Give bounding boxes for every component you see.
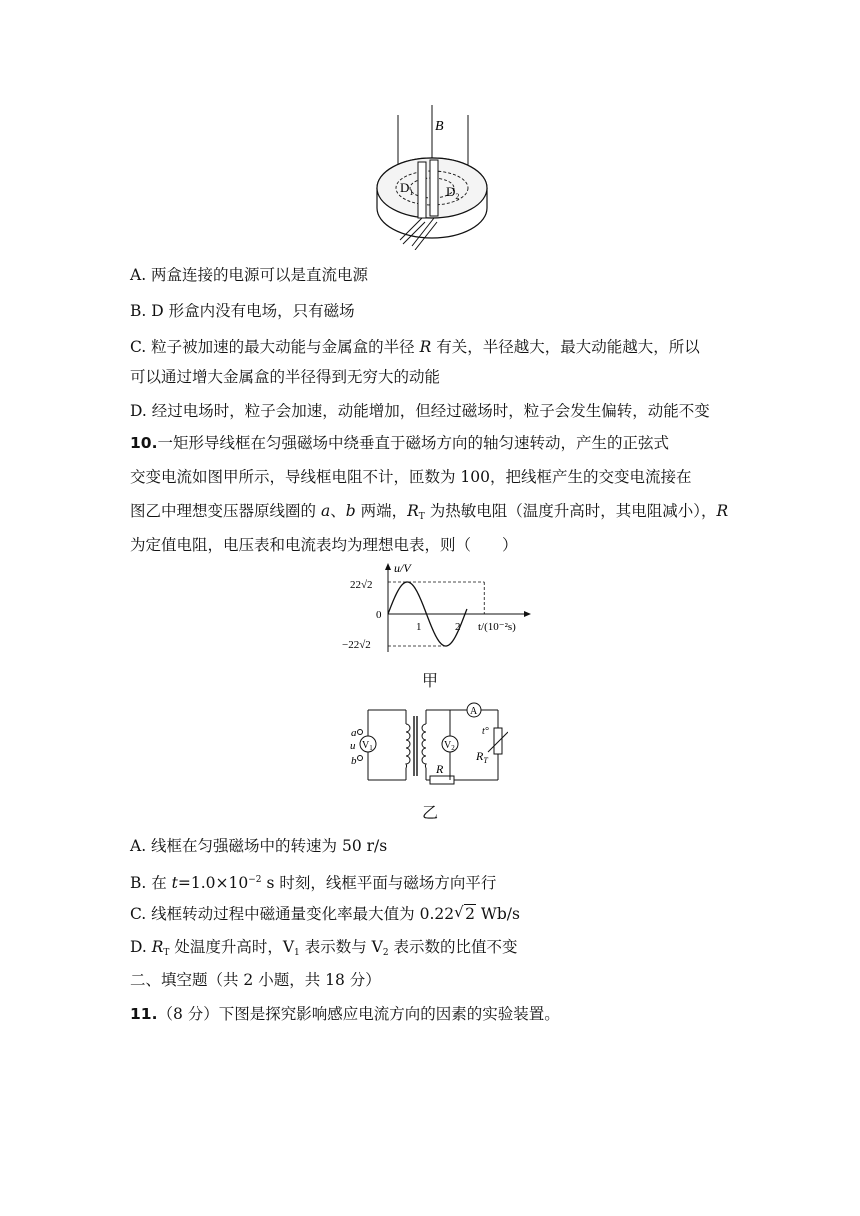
transformer-circuit: [348, 694, 508, 794]
thermistor-RT: [494, 728, 502, 754]
q9-option-C-line2: 可以通过增大金属盒的半径得到无穷大的动能: [130, 368, 441, 386]
sqrt-symbol: √ 2: [454, 903, 475, 923]
terminal-b: [358, 756, 363, 761]
x-axis-arrow: [524, 611, 531, 617]
y-tick-min: −22√2: [342, 639, 371, 651]
R-label: R: [436, 762, 444, 776]
x-tick-2: 2: [455, 621, 461, 633]
q10-option-D: D. $R_T$ 处温度升高时，$V_1$ 表示数与 $V_2$ 表示数的比值不变: [130, 938, 518, 958]
label-a: a: [351, 727, 357, 739]
y-axis-arrow: [385, 563, 391, 570]
q9-option-C-line1: C. 粒子被加速的最大动能与金属盒的半径 R 有关，半径越大，最大动能越大，所以: [130, 338, 700, 356]
section-fill-in-heading: 二、填空题（共 2 小题，共 18 分）: [130, 971, 381, 989]
terminal-a: [358, 730, 363, 735]
label-u: u: [350, 740, 356, 752]
primary-coil: [406, 724, 410, 768]
q11-stem: 11.（8 分）下图是探究影响感应电流方向的因素的实验装置。: [130, 1005, 560, 1023]
q10-stem-line2: 交变电流如图甲所示，导线框电阻不计，匝数为 100，把线框产生的交变电流接在: [130, 468, 692, 486]
figure-jia-caption: 甲: [422, 671, 439, 690]
y-axis-label: u/V: [394, 561, 411, 575]
q10-option-C: C. 线框转动过程中磁通量变化率最大值为 0.22 √ 2 Wb/s: [130, 903, 520, 923]
field-B-label: B: [435, 119, 444, 134]
D2-label: $D_2$: [446, 184, 460, 201]
q10-stem-line4: 为定值电阻，电压表和电流表均为理想电表，则（ ）: [130, 536, 518, 554]
x-axis-label: t/(10⁻²s): [478, 621, 516, 633]
q9-option-A: A. 两盒连接的电源可以是直流电源: [130, 266, 369, 284]
figure-yi-caption: 乙: [422, 803, 439, 822]
q9-option-D: D. 经过电场时，粒子会加速，动能增加，但经过磁场时，粒子会发生偏转，动能不变: [130, 402, 710, 420]
V1-label: $V_1$: [362, 740, 373, 752]
secondary-coil: [422, 724, 426, 768]
A-label: A: [470, 706, 478, 717]
q10-option-A: A. 线框在匀强磁场中的转速为 50 r/s: [130, 837, 388, 855]
x-tick-1: 1: [416, 621, 422, 633]
RT-label: $R_T$: [476, 749, 488, 765]
V2-label: $V_2$: [444, 740, 455, 752]
q10-option-B: B. 在 $t=1.0\times 10^{-2}$ s 时刻，线框平面与磁场方向平行: [130, 874, 497, 892]
q10-stem-line3: 图乙中理想变压器原线圈的 a、b 两端，$R_T$ 为热敏电阻（温度升高时，其电阻减小），R: [130, 502, 729, 522]
cyclotron-figure: [370, 100, 500, 250]
label-b: b: [351, 755, 357, 767]
D1-label: $D_1$: [400, 180, 414, 197]
sine-chart: [338, 560, 538, 660]
y-tick-max: 22√2: [350, 579, 373, 591]
t-label: t°: [482, 726, 489, 737]
y-tick-zero: 0: [376, 609, 382, 621]
q10-stem-line1: 10.一矩形导线框在匀强磁场中绕垂直于磁场方向的轴匀速转动，产生的正弦式: [130, 434, 669, 452]
q9-option-B: B. D 形盒内没有电场，只有磁场: [130, 302, 355, 320]
